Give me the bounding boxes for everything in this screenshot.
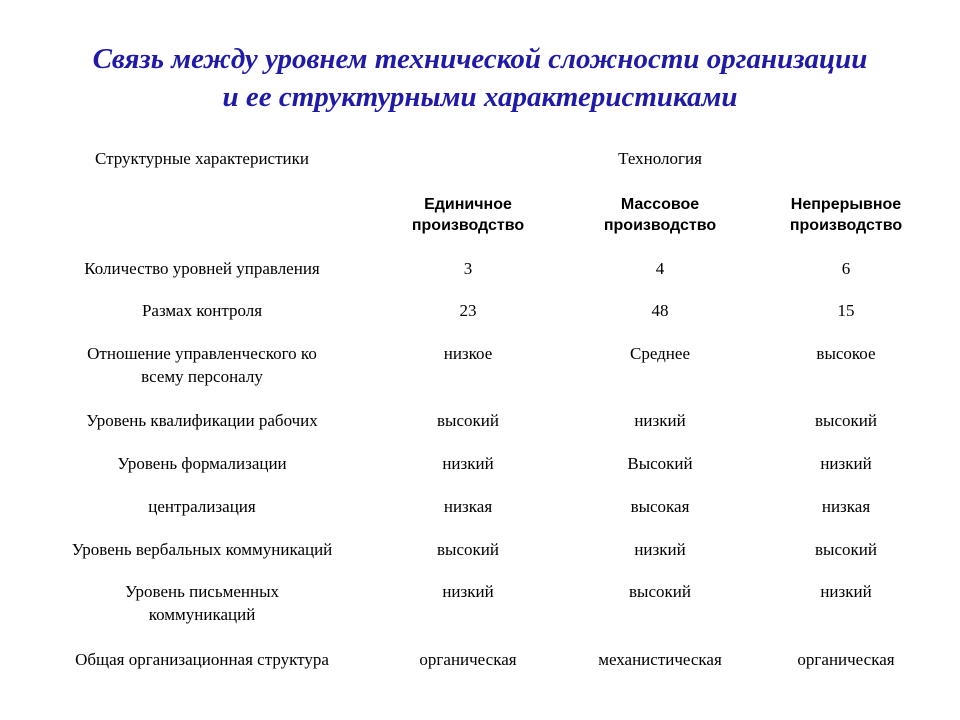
row-label-line: Уровень письменных (124, 582, 280, 601)
table-cell: низкий (820, 582, 872, 601)
table-cell: высокое (816, 344, 876, 363)
row-label (30, 495, 374, 518)
column-header-unit-production (373, 194, 563, 236)
row-label (30, 452, 374, 475)
column-header-line: Массовое (620, 196, 700, 213)
row-label-line: Уровень формализации (117, 454, 287, 473)
column-header-line: производство (411, 217, 525, 234)
table-cell: низкая (821, 497, 871, 516)
table-cell: 15 (837, 301, 855, 320)
row-label-line: централизация (148, 497, 256, 516)
table-cell: низкий (820, 454, 872, 473)
row-label-line: Уровень вербальных коммуникаций (71, 540, 333, 559)
table-cell: 4 (655, 259, 665, 278)
row-label-line: Уровень квалификации рабочих (86, 411, 318, 430)
table-cell: высокий (437, 411, 499, 430)
header-technology: Технология (618, 149, 702, 168)
table-cell: высокий (815, 411, 877, 430)
table-cell: низкое (443, 344, 493, 363)
row-label-line: всему персоналу (141, 367, 263, 386)
table-cell: низкий (442, 582, 494, 601)
table-cell: высокая (630, 497, 690, 516)
title-line-2: и ее структурными характеристиками (222, 81, 738, 113)
column-header-line: производство (603, 217, 717, 234)
table-cell: низкий (634, 540, 686, 559)
row-label-line: Размах контроля (141, 301, 263, 320)
table-cell: низкий (634, 411, 686, 430)
table-cell: Среднее (630, 344, 690, 363)
column-header-line: Непрерывное (790, 196, 902, 213)
row-label-line: Количество уровней управления (84, 259, 320, 278)
row-label-line: Отношение управленческого ко (87, 344, 317, 363)
row-label (30, 580, 374, 626)
table-cell: органическая (797, 650, 895, 669)
table-cell: 48 (651, 301, 669, 320)
row-label (30, 299, 374, 322)
table-cell: высокий (437, 540, 499, 559)
page-title (0, 40, 960, 116)
header-structural-characteristics: Структурные характеристики (95, 149, 309, 168)
row-label (30, 538, 374, 561)
table-cell: низкий (442, 454, 494, 473)
title-line-1: Связь между уровнем технической сложности организации (92, 43, 868, 75)
row-label (30, 409, 374, 432)
row-label-line: Общая организационная структура (75, 650, 329, 669)
table-cell: Высокий (627, 454, 693, 473)
row-label-line: коммуникаций (148, 605, 256, 624)
column-header-line: производство (789, 217, 903, 234)
table-cell: 23 (459, 301, 477, 320)
table-cell: высокий (815, 540, 877, 559)
column-header-mass-production (565, 194, 755, 236)
row-label (30, 648, 374, 671)
row-label (30, 342, 374, 388)
table-cell: механистическая (598, 650, 722, 669)
column-header-continuous-production (751, 194, 941, 236)
table-cell: низкая (443, 497, 493, 516)
row-label (30, 257, 374, 280)
column-header-line: Единичное (424, 196, 512, 213)
table-cell: 3 (463, 259, 473, 278)
table-cell: высокий (629, 582, 691, 601)
table-cell: 6 (841, 259, 851, 278)
table-cell: органическая (419, 650, 517, 669)
